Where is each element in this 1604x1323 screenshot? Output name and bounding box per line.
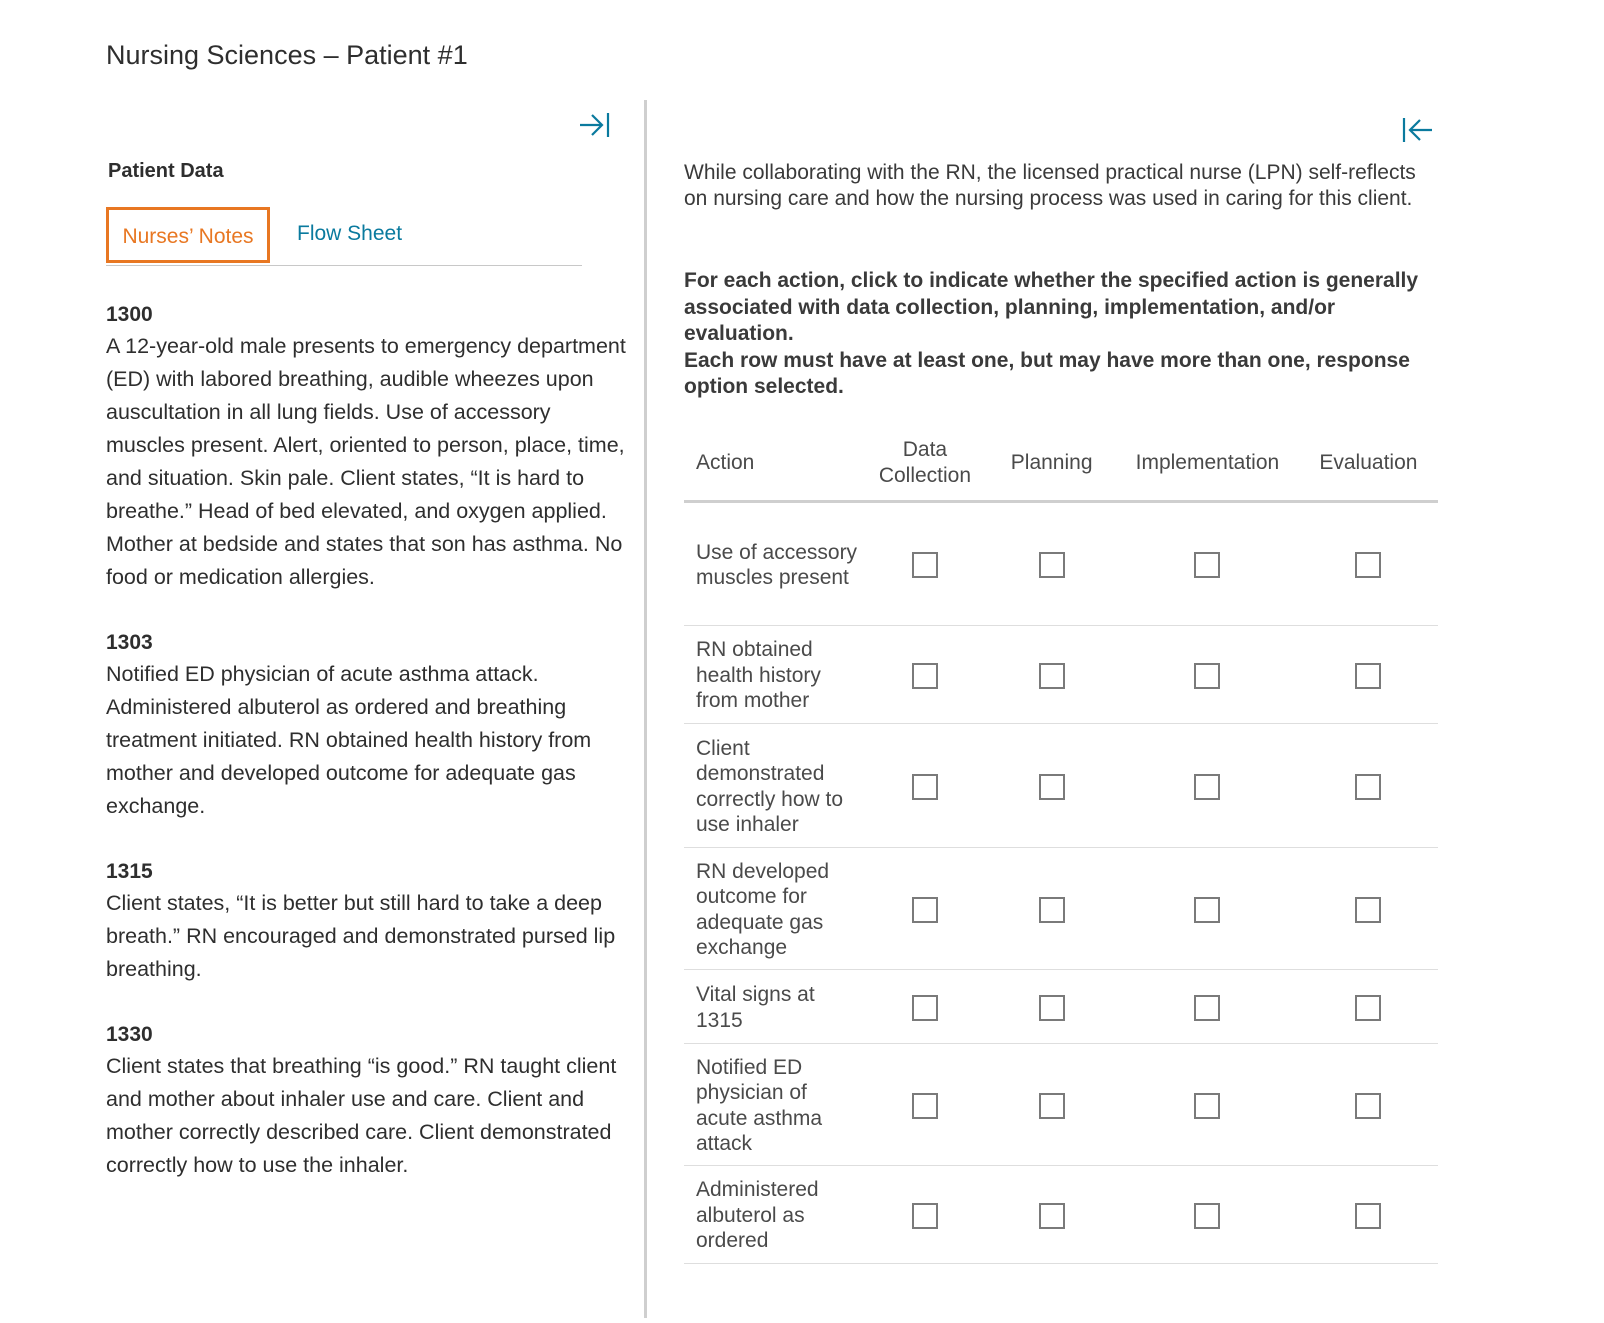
evaluation-cell [1299,502,1438,626]
question-instructions [684,268,1438,401]
data-collection-checkbox[interactable] [912,995,938,1021]
implementation-cell [1116,848,1299,970]
note-text: Client states that breathing “is good.” RN taught client and mother about inhaler use and care. Client and mother correctly described care. Client demonstrated correctly how to use the inhaler. [106,1054,617,1177]
evaluation-checkbox[interactable] [1355,897,1381,923]
planning-checkbox[interactable] [1039,1203,1065,1229]
planning-checkbox[interactable] [1039,774,1065,800]
action-label: Vital signs at 1315 [684,970,863,1044]
data-collection-checkbox[interactable] [912,774,938,800]
evaluation-checkbox[interactable] [1355,663,1381,689]
patient-data-heading: Patient Data [108,160,224,182]
action-label: Client demonstrated correctly how to use inhaler [684,724,863,848]
action-label: Administered albuterol as ordered [684,1166,863,1264]
table-row [684,970,1438,1044]
patient-data-tabs [106,207,582,266]
evaluation-cell [1299,970,1438,1044]
data-collection-cell [863,848,988,970]
panel-divider[interactable] [644,100,647,1318]
implementation-cell [1116,1166,1299,1264]
planning-cell [987,502,1116,626]
evaluation-cell [1299,724,1438,848]
evaluation-cell [1299,626,1438,724]
planning-checkbox[interactable] [1039,552,1065,578]
implementation-cell [1116,1044,1299,1166]
note-text: A 12-year-old male presents to emergency department (ED) with labored breathing, audible wheezes upon auscultation in all lung fields. Use of accessory muscles present. Alert, oriented to person, place, time, and situation. Skin pale. Client states, “It is hard to breathe.” Head of bed elevated, and oxygen applied. Mother at bedside and states that son has asthma. No food or medication allergies. [106,334,626,589]
table-row [684,502,1438,626]
planning-checkbox[interactable] [1039,1093,1065,1119]
evaluation-checkbox[interactable] [1355,774,1381,800]
planning-checkbox[interactable] [1039,995,1065,1021]
planning-checkbox[interactable] [1039,663,1065,689]
implementation-cell [1116,502,1299,626]
nurses-notes [106,300,626,1216]
implementation-checkbox[interactable] [1194,663,1220,689]
header-data-collection [863,426,988,502]
action-label: Use of accessory muscles present [684,502,863,626]
data-collection-cell [863,502,988,626]
instruction-line: For each action, click to indicate whether the specified action is generally associated with data collection, planning, implementation, and/or evaluation. [684,269,1419,345]
evaluation-checkbox[interactable] [1355,1093,1381,1119]
evaluation-cell [1299,1166,1438,1264]
page-title: Nursing Sciences – Patient #1 [106,40,468,70]
table-row [684,1166,1438,1264]
planning-cell [987,1166,1116,1264]
evaluation-cell [1299,848,1438,970]
table-header-row [684,426,1438,502]
planning-cell [987,724,1116,848]
data-collection-cell [863,1166,988,1264]
note-entry [106,1020,626,1182]
planning-cell [987,848,1116,970]
evaluation-checkbox[interactable] [1355,552,1381,578]
evaluation-cell [1299,1044,1438,1166]
planning-cell [987,1044,1116,1166]
expand-right-icon[interactable] [578,110,612,140]
note-time: 1330 [106,1023,153,1046]
data-collection-checkbox[interactable] [912,1203,938,1229]
tab-nurses-notes[interactable]: Nurses’ Notes [106,207,270,263]
header-action: Action [684,426,863,502]
collapse-left-icon[interactable] [1400,115,1434,145]
planning-checkbox[interactable] [1039,897,1065,923]
planning-cell [987,626,1116,724]
instruction-line: Each row must have at least one, but may have more than one, response option selected. [684,348,1410,398]
question-intro: While collaborating with the RN, the licensed practical nurse (LPN) self-reflects on nursing care and how the nursing process was used in caring for this client. [684,161,1416,210]
header-evaluation: Evaluation [1299,426,1438,502]
header-planning: Planning [987,426,1116,502]
matrix-table [684,426,1438,1264]
data-collection-checkbox[interactable] [912,663,938,689]
note-entry [106,857,626,986]
implementation-checkbox[interactable] [1194,774,1220,800]
note-text: Notified ED physician of acute asthma attack. Administered albuterol as ordered and breathing treatment initiated. RN obtained health history from mother and developed outcome for adequate gas exchange. [106,662,592,818]
data-collection-checkbox[interactable] [912,552,938,578]
evaluation-checkbox[interactable] [1355,995,1381,1021]
note-time: 1300 [106,303,153,326]
tab-flow-sheet[interactable]: Flow Sheet [297,222,403,245]
note-entry [106,628,626,823]
table-row [684,626,1438,724]
note-time: 1303 [106,631,153,654]
implementation-cell [1116,626,1299,724]
evaluation-checkbox[interactable] [1355,1203,1381,1229]
table-row [684,848,1438,970]
table-row [684,724,1438,848]
action-label: RN developed outcome for adequate gas exchange [684,848,863,970]
note-time: 1315 [106,860,153,883]
note-entry [106,300,626,594]
implementation-checkbox[interactable] [1194,1203,1220,1229]
implementation-checkbox[interactable] [1194,995,1220,1021]
table-row [684,1044,1438,1166]
implementation-checkbox[interactable] [1194,1093,1220,1119]
patient-data-panel [106,100,626,1310]
data-collection-cell [863,970,988,1044]
header-data-collection-label: Data Collection [878,438,972,487]
planning-cell [987,970,1116,1044]
data-collection-cell [863,1044,988,1166]
data-collection-cell [863,724,988,848]
note-text: Client states, “It is better but still hard to take a deep breath.” RN encouraged and demonstrated pursed lip breathing. [106,891,616,981]
action-label: Notified ED physician of acute asthma attack [684,1044,863,1166]
data-collection-checkbox[interactable] [912,897,938,923]
data-collection-checkbox[interactable] [912,1093,938,1119]
action-label: RN obtained health history from mother [684,626,863,724]
implementation-checkbox[interactable] [1194,897,1220,923]
implementation-checkbox[interactable] [1194,552,1220,578]
implementation-cell [1116,970,1299,1044]
header-implementation: Implementation [1116,426,1299,502]
data-collection-cell [863,626,988,724]
implementation-cell [1116,724,1299,848]
